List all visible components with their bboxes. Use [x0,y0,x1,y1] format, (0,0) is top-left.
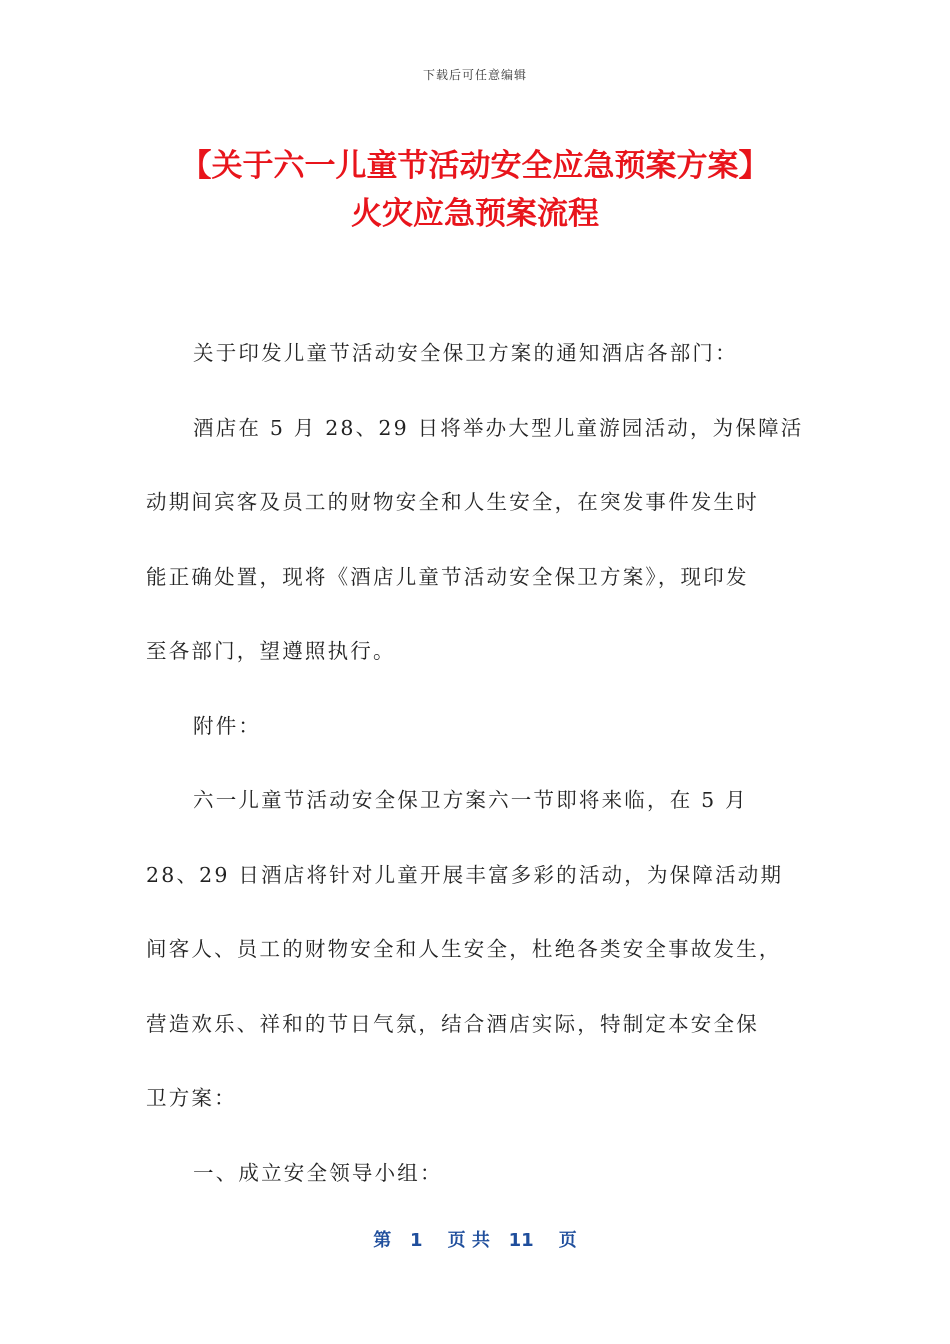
title-line-1: 【关于六一儿童节活动安全应急预案方案】 [180,148,770,184]
body-line: 关于印发儿童节活动安全保卫方案的通知酒店各部门： [193,341,738,365]
body-line: 能正确处置，现将《酒店儿童节活动安全保卫方案》，现印发 [146,564,749,589]
header-note: 下载后可任意编辑 [422,68,527,82]
page-number-footer: 第 1 页 共 11 页 [373,1230,577,1251]
body-line: 卫方案： [146,1086,237,1110]
title-line-2: 火灾应急预案流程 [351,196,599,232]
body-line: 至各部门，望遵照执行。 [146,639,396,663]
body-line: 动期间宾客及员工的财物安全和人生安全，在突发事件发生时 [146,490,759,514]
body-line: 酒店在 5 月 28、29 日将举办大型儿童游园活动，为保障活 [193,415,804,440]
body-line: 附件： [193,713,262,738]
document-title [0,142,950,238]
body-line: 六一儿童节活动安全保卫方案六一节即将来临，在 5 月 [193,788,748,812]
body-line: 间客人、员工的财物安全和人生安全，杜绝各类安全事故发生， [146,937,782,961]
body-line: 一、成立安全领导小组： [193,1160,443,1185]
body-line: 营造欢乐、祥和的节日气氛，结合酒店实际，特制定本安全保 [146,1011,759,1036]
document-body [146,316,806,1210]
body-line: 28、29 日酒店将针对儿童开展丰富多彩的活动，为保障活动期 [146,862,784,887]
